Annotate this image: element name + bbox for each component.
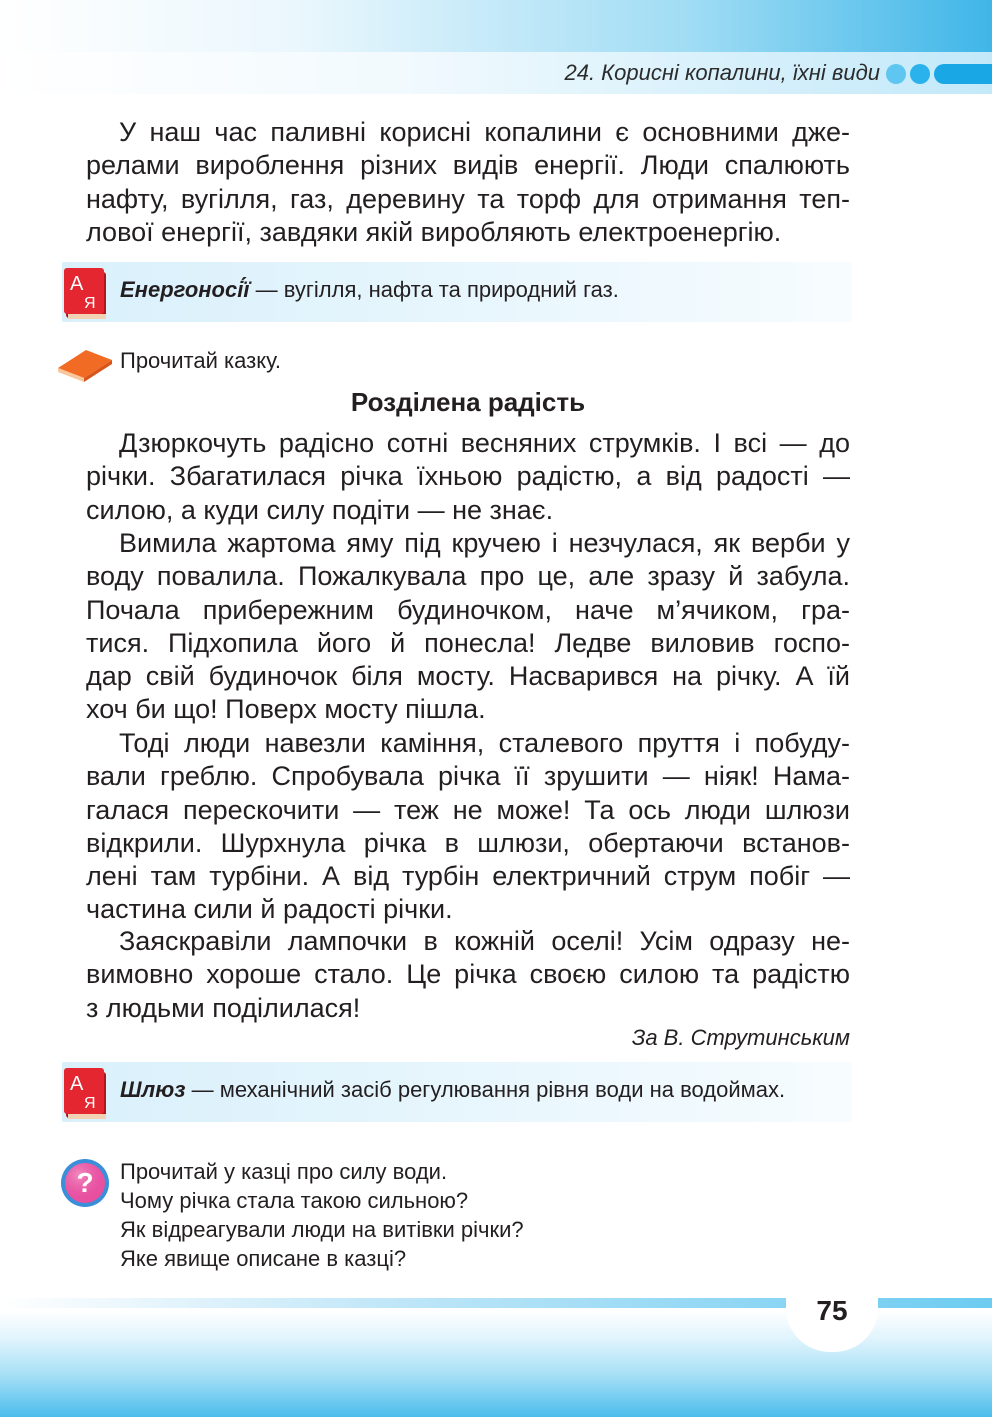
definition-box-energy-carriers	[62, 262, 852, 322]
text-line: силою, а куди силу подіти — не знає.	[86, 494, 554, 525]
text-line: Тоді люди навезли каміння, сталевого пруття і побуду-	[119, 728, 850, 758]
intro-paragraph	[86, 116, 850, 249]
question-item: Чому річка стала такою сильною?	[120, 1188, 469, 1213]
definition-body: — вугілля, нафта та природний газ.	[249, 277, 619, 302]
question-mark-icon	[60, 1158, 110, 1208]
story-paragraph	[86, 925, 850, 1025]
text-line: з людьми поділилася!	[86, 992, 361, 1023]
text-line: вимовно хороше стало. Це річка своєю силою та радістю	[86, 959, 850, 990]
text-line: Вимила жартома яму під кручею і незчулася, як верби у	[119, 528, 850, 558]
text-line: лової енергії, завдяки якій виробляють електроенергію.	[86, 216, 782, 247]
story-author: За В. Струтинським	[631, 1025, 850, 1050]
dict-letter-upper: А	[70, 1073, 84, 1095]
question-item: Яке явище описане в казці?	[120, 1246, 407, 1271]
definition-term: Шлюз	[120, 1077, 186, 1102]
text-line: воду повалила. Пожалкувала про це, але зразу й забула.	[86, 561, 850, 592]
text-line: Дзюркочуть радісно сотні весняних струмків. І всі — до	[119, 428, 850, 458]
dict-letter-lower: Я	[84, 295, 96, 312]
definition-text	[120, 277, 619, 303]
text-line: відкрили. Шурхнула річка в шлюзи, обертаючи встанов-	[86, 827, 850, 858]
text-line: хоч би що! Поверх мосту пішла.	[86, 694, 486, 725]
text-line: річки. Збагатилася річка їхньою радістю, а від радості —	[86, 461, 850, 492]
decor-pill	[934, 64, 992, 84]
chapter-title: 24. Корисні копалини, їхні види	[564, 60, 880, 85]
text-line: галася перескочити — теж не може! Та ось люди шлюзи	[86, 794, 850, 825]
text-line: тися. Підхопила його й понесла! Ледве виловив госпо-	[86, 627, 850, 658]
open-book-icon	[56, 346, 114, 382]
text-line: лені там турбіни. А від турбін електричний струм побіг —	[86, 861, 850, 892]
text-line: Почала прибережним будиночком, наче м’ячиком, гра-	[86, 594, 850, 625]
dict-letter-lower: Я	[84, 1095, 96, 1112]
definition-box-sluice	[62, 1062, 852, 1122]
text-line: Заяскравіли лампочки в кожній оселі! Усім одразу не-	[119, 926, 850, 956]
dictionary-book-icon	[62, 266, 112, 322]
story-paragraph	[86, 727, 850, 927]
text-line: релами вироблення різних видів енергії. Люди спалюють	[86, 150, 850, 181]
text-line: вали греблю. Спробувала річка її зрушити — ніяк! Нама-	[86, 761, 850, 792]
text-line: дар свій будиночок біля мосту. Насварився на річку. А їй	[86, 661, 850, 692]
dictionary-book-icon	[62, 1066, 112, 1122]
story-paragraph	[86, 527, 850, 727]
page-number: 75	[816, 1295, 848, 1326]
definition-body: — механічний засіб регулювання рівня води на водоймах.	[185, 1077, 786, 1102]
question-item: Як відреагували люди на витівки річки?	[120, 1217, 524, 1242]
story-title: Розділена радість	[350, 387, 586, 417]
decor-dot	[886, 64, 906, 84]
reading-prompt: Прочитай казку.	[120, 348, 281, 373]
questions-list	[120, 1157, 524, 1273]
text-line: У наш час паливні корисні копалини є основними дже-	[119, 117, 850, 147]
definition-text	[120, 1077, 785, 1103]
svg-text:?: ?	[76, 1167, 94, 1198]
question-item: Прочитай у казці про силу води.	[120, 1159, 448, 1184]
definition-term: Енергоносі́ї	[120, 277, 250, 302]
story-paragraph	[86, 427, 850, 527]
header-top-gradient	[0, 0, 992, 52]
decor-dot	[910, 64, 930, 84]
dict-letter-upper: А	[70, 273, 84, 295]
header-decoration	[886, 62, 992, 86]
text-line: частина сили й радості річки.	[86, 894, 453, 925]
text-line: нафту, вугілля, газ, деревину та торф для отримання теп-	[86, 183, 850, 214]
